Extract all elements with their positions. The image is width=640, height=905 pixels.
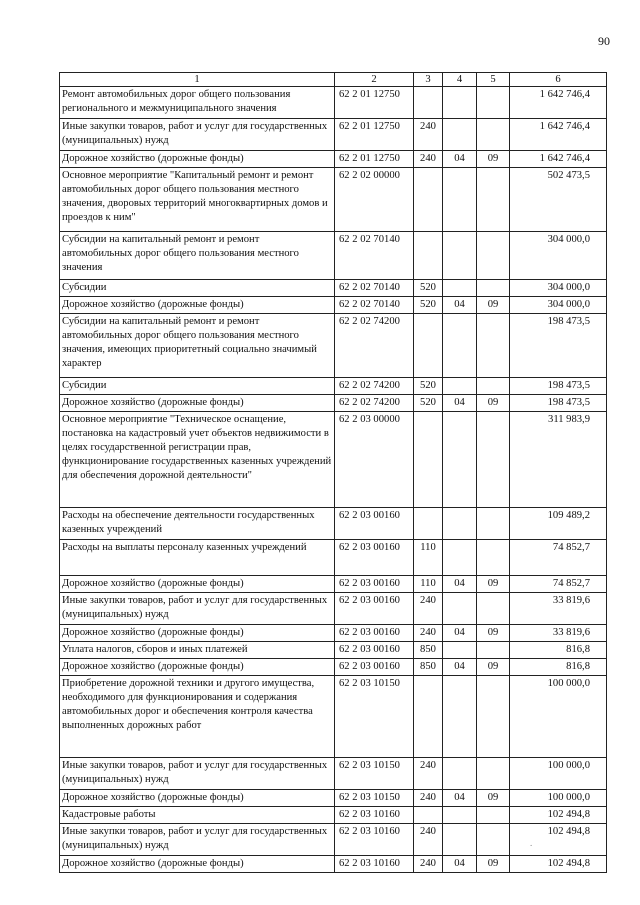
row-code: 62 2 03 00160 — [335, 642, 414, 659]
table-row — [60, 232, 607, 280]
scan-artifact: . — [530, 838, 533, 848]
row-col-3 — [414, 168, 443, 232]
row-amount: 198 473,5 — [510, 314, 607, 378]
row-col-3 — [414, 87, 443, 119]
row-code: 62 2 02 74200 — [335, 395, 414, 412]
row-col-3 — [414, 232, 443, 280]
row-amount: 74 852,7 — [510, 576, 607, 593]
row-col-3: 240 — [414, 151, 443, 168]
row-col-4: 04 — [443, 789, 477, 806]
row-amount: 74 852,7 — [510, 540, 607, 576]
row-code: 62 2 03 10160 — [335, 855, 414, 872]
row-name: Дорожное хозяйство (дорожные фонды) — [60, 625, 335, 642]
table-row — [60, 297, 607, 314]
row-amount: 304 000,0 — [510, 280, 607, 297]
row-name: Субсидии на капитальный ремонт и ремонт автомобильных дорог общего пользования местного значения — [60, 232, 335, 280]
row-name: Дорожное хозяйство (дорожные фонды) — [60, 658, 335, 675]
row-name: Субсидии на капитальный ремонт и ремонт автомобильных дорог общего пользования местного значения, имеющих приоритетный социально значимый характер — [60, 314, 335, 378]
row-amount: 100 000,0 — [510, 757, 607, 789]
table-row — [60, 806, 607, 823]
table-row — [60, 314, 607, 378]
row-col-5: 09 — [477, 625, 510, 642]
table-row — [60, 855, 607, 872]
row-code: 62 2 03 10160 — [335, 806, 414, 823]
row-col-5 — [477, 280, 510, 297]
row-amount: 816,8 — [510, 642, 607, 659]
row-name: Расходы на обеспечение деятельности государственных казенных учреждений — [60, 508, 335, 540]
row-name: Основное мероприятие "Техническое оснащение, постановка на кадастровый учет объектов недвижимости в целях государственной регистрации прав, функционирование государственных казенных учреждений для обеспечения дорожной деятельности" — [60, 412, 335, 508]
row-code: 62 2 01 12750 — [335, 87, 414, 119]
row-name: Иные закупки товаров, работ и услуг для государственных (муниципальных) нужд — [60, 757, 335, 789]
row-col-5: 09 — [477, 658, 510, 675]
budget-table — [59, 72, 607, 873]
row-col-5: 09 — [477, 297, 510, 314]
row-col-5 — [477, 87, 510, 119]
row-col-5 — [477, 642, 510, 659]
row-col-3: 240 — [414, 855, 443, 872]
row-col-4 — [443, 642, 477, 659]
row-col-4 — [443, 378, 477, 395]
row-name: Ремонт автомобильных дорог общего пользования регионального и межмуниципального значения — [60, 87, 335, 119]
row-name: Иные закупки товаров, работ и услуг для государственных (муниципальных) нужд — [60, 593, 335, 625]
row-col-4: 04 — [443, 297, 477, 314]
row-name: Кадастровые работы — [60, 806, 335, 823]
row-col-4 — [443, 757, 477, 789]
row-code: 62 2 03 10160 — [335, 823, 414, 855]
row-col-5: 09 — [477, 576, 510, 593]
row-amount: 311 983,9 — [510, 412, 607, 508]
row-col-5 — [477, 412, 510, 508]
row-col-4 — [443, 412, 477, 508]
row-name: Дорожное хозяйство (дорожные фонды) — [60, 855, 335, 872]
table-row — [60, 625, 607, 642]
row-col-3: 240 — [414, 593, 443, 625]
row-col-4 — [443, 119, 477, 151]
table-row — [60, 823, 607, 855]
row-name: Дорожное хозяйство (дорожные фонды) — [60, 576, 335, 593]
row-col-5 — [477, 119, 510, 151]
row-amount: 100 000,0 — [510, 675, 607, 757]
row-name: Уплата налогов, сборов и иных платежей — [60, 642, 335, 659]
table-row — [60, 576, 607, 593]
row-col-4 — [443, 823, 477, 855]
row-col-3: 240 — [414, 757, 443, 789]
row-col-5 — [477, 675, 510, 757]
column-header: 3 — [414, 73, 443, 87]
row-col-3 — [414, 314, 443, 378]
row-amount: 1 642 746,4 — [510, 87, 607, 119]
row-col-5 — [477, 168, 510, 232]
row-code: 62 2 03 10150 — [335, 789, 414, 806]
row-code: 62 2 03 00160 — [335, 576, 414, 593]
row-name: Дорожное хозяйство (дорожные фонды) — [60, 789, 335, 806]
table-row — [60, 789, 607, 806]
row-col-5 — [477, 540, 510, 576]
row-col-4: 04 — [443, 855, 477, 872]
row-amount: 100 000,0 — [510, 789, 607, 806]
table-row — [60, 642, 607, 659]
row-col-4: 04 — [443, 625, 477, 642]
table-row — [60, 593, 607, 625]
row-col-4 — [443, 540, 477, 576]
row-amount: 304 000,0 — [510, 232, 607, 280]
row-col-4 — [443, 168, 477, 232]
row-code: 62 2 02 74200 — [335, 378, 414, 395]
row-col-4 — [443, 806, 477, 823]
row-col-5 — [477, 593, 510, 625]
row-col-5 — [477, 314, 510, 378]
row-col-4 — [443, 314, 477, 378]
row-code: 62 2 03 00000 — [335, 412, 414, 508]
row-col-5 — [477, 232, 510, 280]
table-row — [60, 395, 607, 412]
row-col-4: 04 — [443, 576, 477, 593]
row-name: Дорожное хозяйство (дорожные фонды) — [60, 297, 335, 314]
row-col-3: 110 — [414, 540, 443, 576]
row-name: Основное мероприятие "Капитальный ремонт и ремонт автомобильных дорог общего пользования местного значения, дворовых территорий многоквартирных домов и проездов к ним" — [60, 168, 335, 232]
row-col-5 — [477, 378, 510, 395]
row-col-4 — [443, 593, 477, 625]
row-code: 62 2 01 12750 — [335, 119, 414, 151]
table-row — [60, 540, 607, 576]
row-col-4: 04 — [443, 658, 477, 675]
row-name: Дорожное хозяйство (дорожные фонды) — [60, 151, 335, 168]
row-col-3 — [414, 412, 443, 508]
row-col-3 — [414, 806, 443, 823]
row-col-3: 240 — [414, 789, 443, 806]
table-row — [60, 151, 607, 168]
row-amount: 304 000,0 — [510, 297, 607, 314]
row-amount: 33 819,6 — [510, 593, 607, 625]
row-name: Иные закупки товаров, работ и услуг для государственных (муниципальных) нужд — [60, 119, 335, 151]
row-amount: 816,8 — [510, 658, 607, 675]
row-col-5 — [477, 508, 510, 540]
row-col-5 — [477, 806, 510, 823]
row-col-5 — [477, 823, 510, 855]
column-header: 6 — [510, 73, 607, 87]
row-col-4 — [443, 232, 477, 280]
row-col-5: 09 — [477, 151, 510, 168]
row-amount: 198 473,5 — [510, 395, 607, 412]
row-col-3 — [414, 508, 443, 540]
row-amount: 33 819,6 — [510, 625, 607, 642]
table-row — [60, 378, 607, 395]
column-header: 1 — [60, 73, 335, 87]
row-code: 62 2 03 00160 — [335, 593, 414, 625]
row-col-4: 04 — [443, 151, 477, 168]
row-col-4: 04 — [443, 395, 477, 412]
row-code: 62 2 03 00160 — [335, 508, 414, 540]
table-row — [60, 87, 607, 119]
row-amount: 102 494,8 — [510, 855, 607, 872]
row-col-3: 520 — [414, 297, 443, 314]
table-row — [60, 675, 607, 757]
row-code: 62 2 02 74200 — [335, 314, 414, 378]
row-code: 62 2 02 00000 — [335, 168, 414, 232]
header-row — [60, 73, 607, 87]
row-name: Расходы на выплаты персоналу казенных учреждений — [60, 540, 335, 576]
row-col-3: 850 — [414, 658, 443, 675]
row-code: 62 2 02 70140 — [335, 232, 414, 280]
table-row — [60, 508, 607, 540]
row-col-4 — [443, 675, 477, 757]
table-row — [60, 119, 607, 151]
row-amount: 502 473,5 — [510, 168, 607, 232]
row-name: Дорожное хозяйство (дорожные фонды) — [60, 395, 335, 412]
row-col-3: 240 — [414, 625, 443, 642]
row-col-4 — [443, 508, 477, 540]
row-amount: 109 489,2 — [510, 508, 607, 540]
row-col-4 — [443, 280, 477, 297]
row-code: 62 2 02 70140 — [335, 297, 414, 314]
table-row — [60, 412, 607, 508]
row-name: Субсидии — [60, 378, 335, 395]
row-col-5: 09 — [477, 789, 510, 806]
row-col-3: 520 — [414, 280, 443, 297]
row-amount: 1 642 746,4 — [510, 119, 607, 151]
row-col-3 — [414, 675, 443, 757]
row-col-3: 110 — [414, 576, 443, 593]
row-amount: 1 642 746,4 — [510, 151, 607, 168]
row-code: 62 2 02 70140 — [335, 280, 414, 297]
column-header: 5 — [477, 73, 510, 87]
row-amount: 198 473,5 — [510, 378, 607, 395]
row-code: 62 2 03 10150 — [335, 675, 414, 757]
page-number: 90 — [598, 34, 610, 48]
table-row — [60, 658, 607, 675]
row-name: Субсидии — [60, 280, 335, 297]
row-code: 62 2 03 00160 — [335, 540, 414, 576]
row-code: 62 2 01 12750 — [335, 151, 414, 168]
row-col-5: 09 — [477, 855, 510, 872]
column-header: 2 — [335, 73, 414, 87]
table-row — [60, 757, 607, 789]
table-row — [60, 168, 607, 232]
row-code: 62 2 03 10150 — [335, 757, 414, 789]
row-col-3: 240 — [414, 119, 443, 151]
column-header: 4 — [443, 73, 477, 87]
row-col-3: 240 — [414, 823, 443, 855]
row-col-5: 09 — [477, 395, 510, 412]
table-row — [60, 280, 607, 297]
row-name: Приобретение дорожной техники и другого имущества, необходимого для функционирования и содержания автомобильных дорог и обеспечения контроля качества выполненных дорожных работ — [60, 675, 335, 757]
row-code: 62 2 03 00160 — [335, 658, 414, 675]
row-col-3: 520 — [414, 378, 443, 395]
row-name: Иные закупки товаров, работ и услуг для государственных (муниципальных) нужд — [60, 823, 335, 855]
row-col-3: 850 — [414, 642, 443, 659]
row-col-4 — [443, 87, 477, 119]
row-code: 62 2 03 00160 — [335, 625, 414, 642]
row-col-3: 520 — [414, 395, 443, 412]
row-col-5 — [477, 757, 510, 789]
row-amount: 102 494,8 — [510, 806, 607, 823]
row-amount: 102 494,8 — [510, 823, 607, 855]
